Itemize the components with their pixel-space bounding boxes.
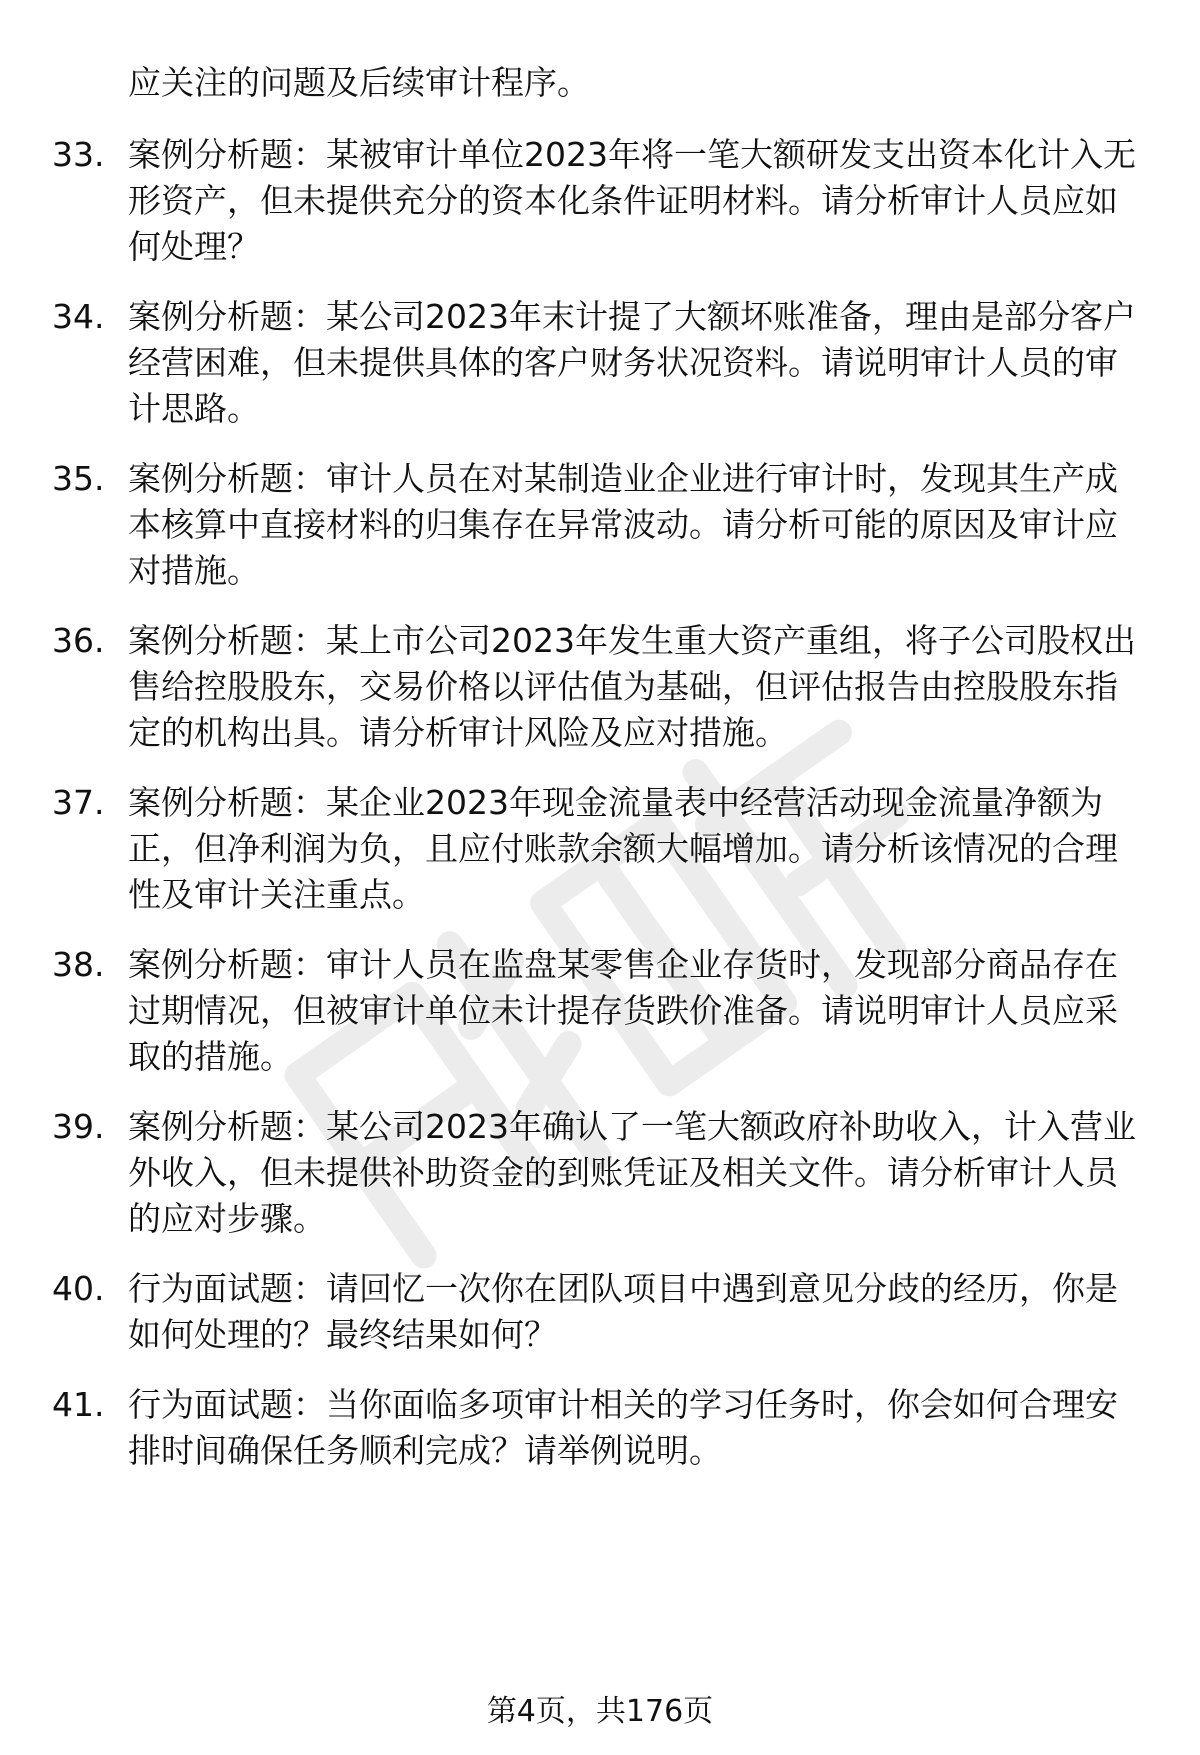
question-item: [52, 942, 1152, 1080]
question-text: 案例分析题：审计人员在监盘某零售企业存货时，发现部分商品存在过期情况，但被审计单位未计提存货跌价准备。请说明审计人员应采取的措施。: [128, 945, 1118, 1076]
question-number: 38.: [52, 945, 105, 984]
question-item: [52, 780, 1152, 918]
question-item: [52, 1266, 1152, 1358]
question-text: 案例分析题：某上市公司2023年发生重大资产重组，将子公司股权出售给控股股东，交易价格以评估值为基础，但评估报告由控股股东指定的机构出具。请分析审计风险及应对措施。: [128, 621, 1136, 752]
question-item: [52, 132, 1152, 270]
question-item: [52, 456, 1152, 594]
question-item: [52, 1104, 1152, 1242]
question-number: 39.: [52, 1107, 105, 1146]
question-text: 案例分析题：某公司2023年末计提了大额坏账准备，理由是部分客户经营困难，但未提供具体的客户财务状况资料。请说明审计人员的审计思路。: [128, 297, 1136, 428]
question-text: 行为面试题：请回忆一次你在团队项目中遇到意见分歧的经历，你是如何处理的？最终结果如何？: [128, 1269, 1118, 1354]
question-number: 33.: [52, 135, 105, 174]
question-number: 37.: [52, 783, 105, 822]
question-number: 34.: [52, 297, 105, 336]
question-number: 40.: [52, 1269, 105, 1308]
question-item: [52, 294, 1152, 432]
question-text: 案例分析题：某企业2023年现金流量表中经营活动现金流量净额为正，但净利润为负，且应付账款余额大幅增加。请分析该情况的合理性及审计关注重点。: [128, 783, 1118, 914]
continuation-text: 应关注的问题及后续审计程序。: [128, 63, 590, 102]
question-number: 41.: [52, 1385, 105, 1424]
question-item: [52, 618, 1152, 756]
question-text: 案例分析题：审计人员在对某制造业企业进行审计时，发现其生产成本核算中直接材料的归集存在异常波动。请分析可能的原因及审计应对措施。: [128, 459, 1118, 590]
question-text: 行为面试题：当你面临多项审计相关的学习任务时，你会如何合理安排时间确保任务顺利完成？请举例说明。: [128, 1385, 1118, 1470]
question-text: 案例分析题：某被审计单位2023年将一笔大额研发支出资本化计入无形资产，但未提供充分的资本化条件证明材料。请分析审计人员应如何处理？: [128, 135, 1136, 266]
question-item: [52, 1382, 1152, 1474]
question-text: 案例分析题：某公司2023年确认了一笔大额政府补助收入，计入营业外收入，但未提供补助资金的到账凭证及相关文件。请分析审计人员的应对步骤。: [128, 1107, 1136, 1238]
question-number: 36.: [52, 621, 105, 660]
question-number: 35.: [52, 459, 105, 498]
page-footer: 第4页，共176页: [486, 1694, 714, 1729]
